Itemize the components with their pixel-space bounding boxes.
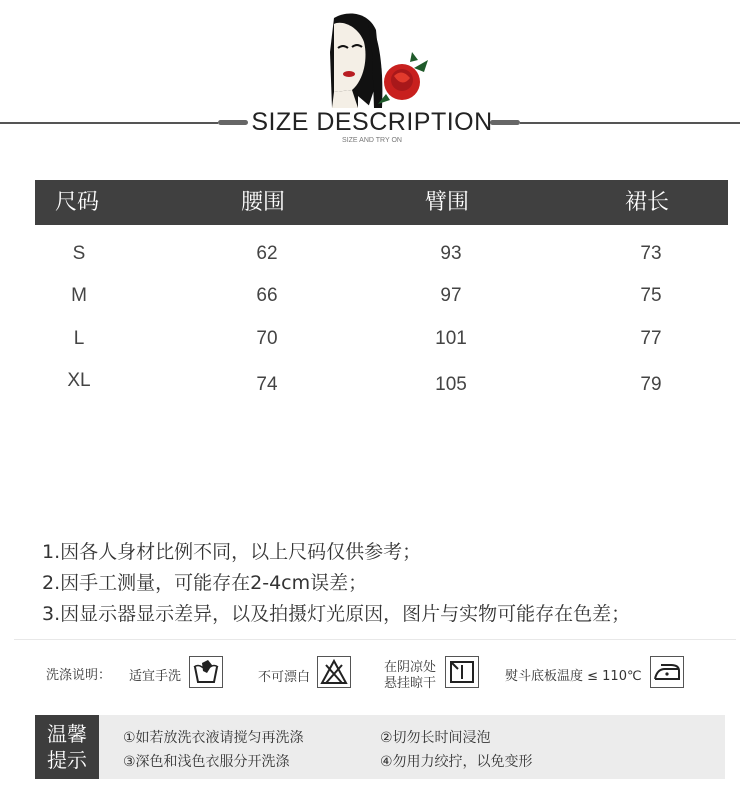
column-header-length: 裙长 <box>625 190 670 215</box>
line-dry-shade-icon <box>445 656 479 688</box>
table-cell: 70 <box>256 328 278 349</box>
column-header-size: 尺码 <box>55 190 100 215</box>
table-cell: 105 <box>435 374 467 395</box>
table-cell: M <box>71 285 87 306</box>
tip-item: ①如若放洗衣液请搅匀再洗涤 <box>123 730 304 746</box>
tips-label <box>35 715 99 779</box>
size-table-header <box>35 180 728 225</box>
tips-label-line2: 提示 <box>47 748 87 772</box>
note-line-3: 3.因显示器显示差异，以及拍摄灯光原因，图片与实物可能存在色差； <box>42 603 631 625</box>
dry-text-line1: 在阴凉处 <box>384 660 437 675</box>
table-cell: XL <box>67 370 91 391</box>
no-bleach-text: 不可漂白 <box>258 670 311 685</box>
table-cell: L <box>73 328 85 349</box>
column-header-arm: 臂围 <box>425 190 470 215</box>
tips-label-line1: 温馨 <box>47 722 87 746</box>
table-cell: 74 <box>256 374 278 395</box>
page-title: SIZE DESCRIPTION <box>251 108 493 136</box>
iron-icon <box>650 656 684 688</box>
dry-text-line2: 悬挂晾干 <box>384 676 437 691</box>
table-cell: 66 <box>256 285 278 306</box>
note-line-1: 1.因各人身材比例不同，以上尺码仅供参考； <box>42 541 422 563</box>
column-header-waist: 腰围 <box>241 190 286 215</box>
table-cell: 77 <box>640 328 662 349</box>
tip-item: ③深色和浅色衣服分开洗涤 <box>123 754 290 770</box>
table-cell: 79 <box>640 374 662 395</box>
table-cell: 97 <box>440 285 462 306</box>
hand-wash-icon <box>189 656 223 688</box>
no-bleach-icon <box>317 656 351 688</box>
tip-item: ④勿用力绞拧，以免变形 <box>380 754 533 770</box>
table-cell: 73 <box>640 243 662 264</box>
table-cell: 75 <box>640 285 662 306</box>
table-cell: 93 <box>440 243 462 264</box>
hand-wash-text: 适宜手洗 <box>129 669 182 684</box>
tip-item: ②切勿长时间浸泡 <box>380 730 491 746</box>
table-cell: S <box>72 243 86 264</box>
divider <box>14 639 736 640</box>
table-cell: 101 <box>435 328 467 349</box>
iron-text: 熨斗底板温度 ≤ 110℃ <box>505 669 642 684</box>
page-subtitle: SIZE AND TRY ON <box>342 137 402 144</box>
care-label: 洗涤说明： <box>46 668 112 683</box>
woman-with-rose-illustration <box>328 12 432 110</box>
table-cell: 62 <box>256 243 278 264</box>
note-line-2: 2.因手工测量，可能存在2-4cm误差； <box>42 572 368 594</box>
